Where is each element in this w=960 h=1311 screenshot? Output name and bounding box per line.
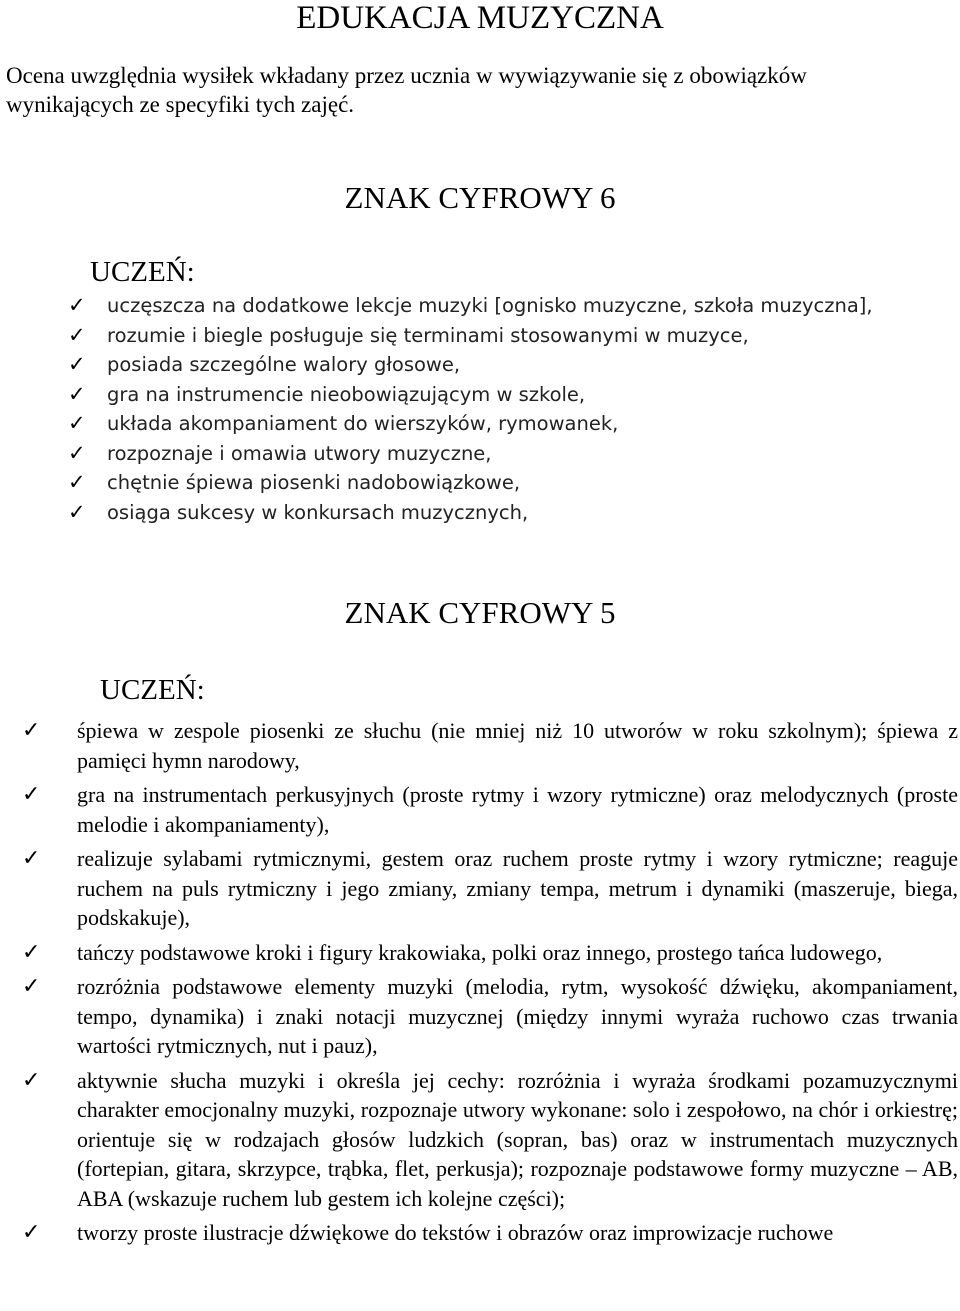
list-item	[22, 716, 958, 775]
grade-6-student-label: UCZEŃ:	[90, 256, 195, 288]
checkmark-icon: ✓	[68, 381, 86, 406]
list-item-text: tańczy podstawowe kroki i figury krakowiaka, polki oraz innego, prostego tańca ludowego,	[77, 939, 883, 965]
grade-5-student-label: UCZEŃ:	[100, 674, 205, 706]
list-item	[68, 439, 948, 469]
list-item-text: śpiewa w zespole piosenki ze słuchu (nie mniej niż 10 utworów w roku szkolnym); śpiewa z pamięci hymn narodowy,	[77, 718, 958, 773]
list-item-text: posiada szczególne walory głosowe,	[107, 353, 461, 376]
checkmark-icon: ✓	[68, 499, 86, 524]
list-item-text: rozpoznaje i omawia utwory muzyczne,	[107, 441, 492, 465]
list-item-text: chętnie śpiewa piosenki nadobowiązkowe,	[107, 471, 521, 494]
intro-paragraph: Ocena uwzględnia wysiłek wkładany przez ucznia w wywiązywanie się z obowiązków wynikających ze specyfiki tych zajęć.	[6, 63, 807, 117]
document-title: EDUKACJA MUZYCZNA	[296, 0, 664, 36]
checkmark-icon: ✓	[22, 974, 41, 999]
checkmark-icon: ✓	[22, 1067, 41, 1093]
list-item	[68, 321, 948, 351]
checkmark-icon: ✓	[68, 411, 86, 435]
list-item	[22, 938, 958, 968]
list-item-text: gra na instrumencie nieobowiązującym w szkole,	[107, 382, 586, 406]
list-item-text: rozróżnia podstawowe elementy muzyki (melodia, rytm, wysokość dźwięku, akompaniament, tempo, dynamika) i znaki notacji muzycznej (między innymi wyraża ruchowo czas trwania wartości rytmicznych, nut i pauz),	[77, 974, 958, 1058]
checkmark-icon: ✓	[68, 470, 86, 494]
list-item-text: rozumie i biegle posługuje się terminami stosowanymi w muzyce,	[107, 323, 749, 347]
list-item	[22, 1218, 958, 1248]
list-item-text: układa akompaniament do wierszyków, rymowanek,	[107, 412, 619, 435]
list-item-text: uczęszcza na dodatkowe lekcje muzyki [ognisko muzyczne, szkoła muzyczna],	[107, 294, 873, 317]
grade-6-criteria-list	[68, 291, 948, 527]
grade-5-heading: ZNAK CYFROWY 5	[344, 595, 616, 630]
checkmark-icon: ✓	[22, 782, 41, 807]
list-item	[68, 498, 948, 528]
list-item-text: aktywnie słucha muzyki i określa jej cechy: rozróżnia i wyraża środkami pozamuzycznymi charakter emocjonalny muzyki, rozpoznaje utwory wykonane: solo i zespołowo, na chór i orkiestrę; orientuje się w rodzajach głosów ludzkich (sopran, bas) oraz w instrumentach muzycznych (fortepian, gitara, skrzypce, trąbka, flet, perkusja); rozpoznaje podstawowe formy muzyczne – AB, ABA (wskazuje ruchem lub gestem ich kolejne części);	[77, 1067, 958, 1211]
list-item-text: realizuje sylabami rytmicznymi, gestem oraz ruchem proste rytmy i wzory rytmiczne; reaguje ruchem na puls rytmiczny i jego zmiany, zmiany tempa, metrum i dynamiki (maszeruje, biega, podskakuje),	[77, 846, 958, 930]
list-item	[68, 291, 948, 321]
checkmark-icon: ✓	[68, 322, 86, 347]
list-item	[68, 468, 948, 498]
list-item	[22, 1066, 958, 1214]
list-item	[68, 350, 948, 380]
checkmark-icon: ✓	[68, 440, 86, 465]
checkmark-icon: ✓	[22, 846, 41, 871]
checkmark-icon: ✓	[22, 1220, 41, 1245]
list-item-text: osiąga sukcesy w konkursach muzycznych,	[107, 500, 529, 524]
checkmark-icon: ✓	[68, 293, 86, 317]
list-item-text: tworzy proste ilustracje dźwiękowe do tekstów i obrazów oraz improwizacje ruchowe	[77, 1220, 834, 1245]
list-item	[22, 780, 958, 839]
grade-5-criteria-list	[22, 716, 958, 1253]
list-item	[22, 844, 958, 933]
list-item	[68, 409, 948, 439]
list-item	[22, 972, 958, 1061]
checkmark-icon: ✓	[22, 718, 41, 743]
list-item	[68, 380, 948, 410]
list-item-text: gra na instrumentach perkusyjnych (proste rytmy i wzory rytmiczne) oraz melodycznych (proste melodie i akompaniamenty),	[77, 782, 958, 837]
checkmark-icon: ✓	[22, 939, 41, 965]
grade-6-heading: ZNAK CYFROWY 6	[344, 180, 616, 215]
checkmark-icon: ✓	[68, 352, 86, 376]
